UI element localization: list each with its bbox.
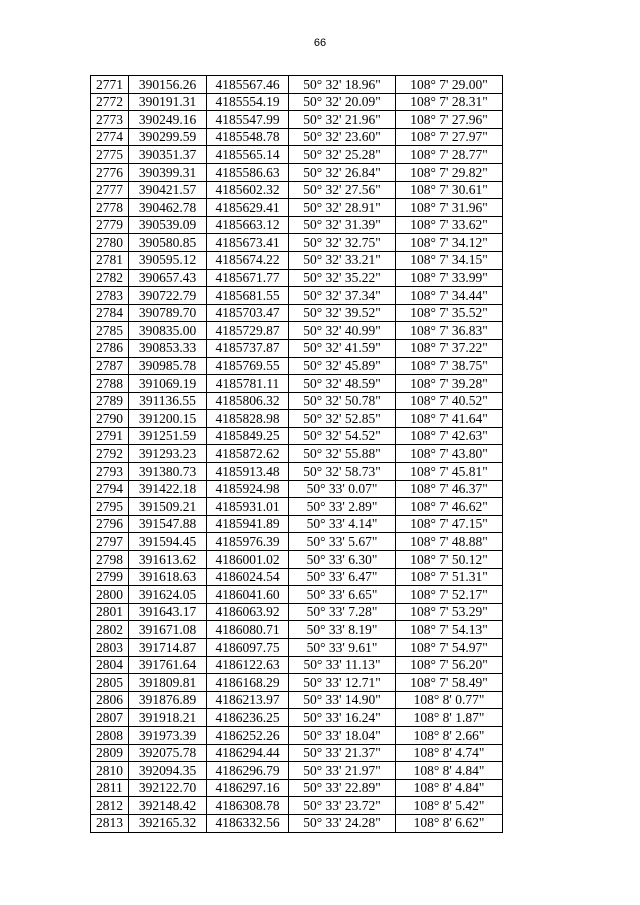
- latitude-cell: 50° 33' 2.89": [289, 498, 396, 516]
- table-row: [91, 568, 503, 586]
- latitude-cell: 50° 32' 40.99": [289, 322, 396, 340]
- longitude-cell: 108° 7' 28.77": [396, 146, 503, 164]
- latitude-cell: 50° 32' 21.96": [289, 111, 396, 129]
- longitude-cell: 108° 7' 34.12": [396, 234, 503, 252]
- x-coordinate-cell: 391594.45: [129, 533, 207, 551]
- y-coordinate-cell: 4186297.16: [207, 779, 289, 797]
- x-coordinate-cell: 390249.16: [129, 111, 207, 129]
- latitude-cell: 50° 33' 7.28": [289, 603, 396, 621]
- latitude-cell: 50° 32' 54.52": [289, 427, 396, 445]
- latitude-cell: 50° 33' 6.47": [289, 568, 396, 586]
- x-coordinate-cell: 390191.31: [129, 93, 207, 111]
- longitude-cell: 108° 7' 27.96": [396, 111, 503, 129]
- x-coordinate-cell: 391624.05: [129, 586, 207, 604]
- y-coordinate-cell: 4185872.62: [207, 445, 289, 463]
- x-coordinate-cell: 390399.31: [129, 163, 207, 181]
- y-coordinate-cell: 4185769.55: [207, 357, 289, 375]
- x-coordinate-cell: 391380.73: [129, 463, 207, 481]
- table-row: [91, 339, 503, 357]
- latitude-cell: 50° 32' 41.59": [289, 339, 396, 357]
- y-coordinate-cell: 4185729.87: [207, 322, 289, 340]
- point-number-cell: 2811: [91, 779, 129, 797]
- longitude-cell: 108° 8' 2.66": [396, 726, 503, 744]
- x-coordinate-cell: 390595.12: [129, 251, 207, 269]
- longitude-cell: 108° 7' 48.88": [396, 533, 503, 551]
- y-coordinate-cell: 4185681.55: [207, 287, 289, 305]
- point-number-cell: 2779: [91, 216, 129, 234]
- x-coordinate-cell: 390421.57: [129, 181, 207, 199]
- table-row: [91, 199, 503, 217]
- y-coordinate-cell: 4185586.63: [207, 163, 289, 181]
- point-number-cell: 2808: [91, 726, 129, 744]
- x-coordinate-cell: 391876.89: [129, 691, 207, 709]
- table-row: [91, 726, 503, 744]
- y-coordinate-cell: 4185674.22: [207, 251, 289, 269]
- y-coordinate-cell: 4185554.19: [207, 93, 289, 111]
- table-row: [91, 427, 503, 445]
- point-number-cell: 2795: [91, 498, 129, 516]
- table-row: [91, 76, 503, 94]
- x-coordinate-cell: 391509.21: [129, 498, 207, 516]
- table-row: [91, 779, 503, 797]
- latitude-cell: 50° 33' 12.71": [289, 674, 396, 692]
- point-number-cell: 2813: [91, 814, 129, 832]
- longitude-cell: 108° 7' 50.12": [396, 551, 503, 569]
- longitude-cell: 108° 7' 33.62": [396, 216, 503, 234]
- y-coordinate-cell: 4185547.99: [207, 111, 289, 129]
- point-number-cell: 2797: [91, 533, 129, 551]
- table-row: [91, 216, 503, 234]
- longitude-cell: 108° 7' 52.17": [396, 586, 503, 604]
- latitude-cell: 50° 32' 26.84": [289, 163, 396, 181]
- table-row: [91, 128, 503, 146]
- y-coordinate-cell: 4186294.44: [207, 744, 289, 762]
- latitude-cell: 50° 32' 35.22": [289, 269, 396, 287]
- x-coordinate-cell: 392165.32: [129, 814, 207, 832]
- point-number-cell: 2805: [91, 674, 129, 692]
- x-coordinate-cell: 391200.15: [129, 410, 207, 428]
- point-number-cell: 2773: [91, 111, 129, 129]
- x-coordinate-cell: 390299.59: [129, 128, 207, 146]
- x-coordinate-cell: 391918.21: [129, 709, 207, 727]
- table-row: [91, 691, 503, 709]
- longitude-cell: 108° 7' 29.00": [396, 76, 503, 94]
- latitude-cell: 50° 32' 37.34": [289, 287, 396, 305]
- longitude-cell: 108° 7' 28.31": [396, 93, 503, 111]
- longitude-cell: 108° 8' 6.62": [396, 814, 503, 832]
- longitude-cell: 108° 7' 30.61": [396, 181, 503, 199]
- point-number-cell: 2798: [91, 551, 129, 569]
- latitude-cell: 50° 33' 5.67": [289, 533, 396, 551]
- point-number-cell: 2782: [91, 269, 129, 287]
- y-coordinate-cell: 4185703.47: [207, 304, 289, 322]
- x-coordinate-cell: 390789.70: [129, 304, 207, 322]
- table-row: [91, 621, 503, 639]
- point-number-cell: 2775: [91, 146, 129, 164]
- point-number-cell: 2802: [91, 621, 129, 639]
- y-coordinate-cell: 4185976.39: [207, 533, 289, 551]
- table-row: [91, 463, 503, 481]
- y-coordinate-cell: 4186168.29: [207, 674, 289, 692]
- longitude-cell: 108° 7' 40.52": [396, 392, 503, 410]
- longitude-cell: 108° 7' 54.13": [396, 621, 503, 639]
- table-row: [91, 146, 503, 164]
- point-number-cell: 2792: [91, 445, 129, 463]
- y-coordinate-cell: 4185806.32: [207, 392, 289, 410]
- longitude-cell: 108° 7' 46.37": [396, 480, 503, 498]
- point-number-cell: 2790: [91, 410, 129, 428]
- table-row: [91, 111, 503, 129]
- longitude-cell: 108° 8' 4.74": [396, 744, 503, 762]
- point-number-cell: 2810: [91, 762, 129, 780]
- longitude-cell: 108° 7' 29.82": [396, 163, 503, 181]
- x-coordinate-cell: 391618.63: [129, 568, 207, 586]
- y-coordinate-cell: 4185673.41: [207, 234, 289, 252]
- y-coordinate-cell: 4185828.98: [207, 410, 289, 428]
- point-number-cell: 2812: [91, 797, 129, 815]
- latitude-cell: 50° 33' 16.24": [289, 709, 396, 727]
- longitude-cell: 108° 7' 51.31": [396, 568, 503, 586]
- table-row: [91, 93, 503, 111]
- x-coordinate-cell: 390539.09: [129, 216, 207, 234]
- latitude-cell: 50° 32' 39.52": [289, 304, 396, 322]
- table-row: [91, 251, 503, 269]
- latitude-cell: 50° 32' 23.60": [289, 128, 396, 146]
- table-row: [91, 603, 503, 621]
- y-coordinate-cell: 4185849.25: [207, 427, 289, 445]
- y-coordinate-cell: 4186122.63: [207, 656, 289, 674]
- latitude-cell: 50° 32' 58.73": [289, 463, 396, 481]
- point-number-cell: 2803: [91, 639, 129, 657]
- latitude-cell: 50° 32' 50.78": [289, 392, 396, 410]
- latitude-cell: 50° 33' 14.90": [289, 691, 396, 709]
- longitude-cell: 108° 7' 33.99": [396, 269, 503, 287]
- latitude-cell: 50° 32' 52.85": [289, 410, 396, 428]
- y-coordinate-cell: 4186024.54: [207, 568, 289, 586]
- latitude-cell: 50° 32' 25.28": [289, 146, 396, 164]
- latitude-cell: 50° 33' 21.97": [289, 762, 396, 780]
- latitude-cell: 50° 33' 8.19": [289, 621, 396, 639]
- table-row: [91, 515, 503, 533]
- y-coordinate-cell: 4186080.71: [207, 621, 289, 639]
- y-coordinate-cell: 4186236.25: [207, 709, 289, 727]
- y-coordinate-cell: 4186296.79: [207, 762, 289, 780]
- latitude-cell: 50° 33' 9.61": [289, 639, 396, 657]
- point-number-cell: 2781: [91, 251, 129, 269]
- y-coordinate-cell: 4185548.78: [207, 128, 289, 146]
- y-coordinate-cell: 4185737.87: [207, 339, 289, 357]
- point-number-cell: 2784: [91, 304, 129, 322]
- longitude-cell: 108° 7' 54.97": [396, 639, 503, 657]
- longitude-cell: 108° 7' 39.28": [396, 375, 503, 393]
- longitude-cell: 108° 7' 34.15": [396, 251, 503, 269]
- longitude-cell: 108° 7' 35.52": [396, 304, 503, 322]
- y-coordinate-cell: 4186097.75: [207, 639, 289, 657]
- latitude-cell: 50° 32' 45.89": [289, 357, 396, 375]
- longitude-cell: 108° 7' 37.22": [396, 339, 503, 357]
- table-row: [91, 586, 503, 604]
- table-row: [91, 533, 503, 551]
- latitude-cell: 50° 32' 31.39": [289, 216, 396, 234]
- table-row: [91, 163, 503, 181]
- longitude-cell: 108° 8' 4.84": [396, 779, 503, 797]
- point-number-cell: 2771: [91, 76, 129, 94]
- latitude-cell: 50° 32' 55.88": [289, 445, 396, 463]
- x-coordinate-cell: 390657.43: [129, 269, 207, 287]
- coordinates-table: [90, 75, 503, 833]
- point-number-cell: 2804: [91, 656, 129, 674]
- y-coordinate-cell: 4186332.56: [207, 814, 289, 832]
- x-coordinate-cell: 390835.00: [129, 322, 207, 340]
- x-coordinate-cell: 391251.59: [129, 427, 207, 445]
- longitude-cell: 108° 7' 56.20": [396, 656, 503, 674]
- longitude-cell: 108° 7' 43.80": [396, 445, 503, 463]
- y-coordinate-cell: 4185913.48: [207, 463, 289, 481]
- x-coordinate-cell: 391809.81: [129, 674, 207, 692]
- table-row: [91, 181, 503, 199]
- y-coordinate-cell: 4186252.26: [207, 726, 289, 744]
- longitude-cell: 108° 7' 27.97": [396, 128, 503, 146]
- table-row: [91, 814, 503, 832]
- table-row: [91, 674, 503, 692]
- table-row: [91, 498, 503, 516]
- point-number-cell: 2772: [91, 93, 129, 111]
- point-number-cell: 2783: [91, 287, 129, 305]
- x-coordinate-cell: 391761.64: [129, 656, 207, 674]
- point-number-cell: 2800: [91, 586, 129, 604]
- longitude-cell: 108° 7' 47.15": [396, 515, 503, 533]
- y-coordinate-cell: 4185567.46: [207, 76, 289, 94]
- table-row: [91, 322, 503, 340]
- latitude-cell: 50° 33' 23.72": [289, 797, 396, 815]
- point-number-cell: 2796: [91, 515, 129, 533]
- x-coordinate-cell: 391643.17: [129, 603, 207, 621]
- table-row: [91, 357, 503, 375]
- latitude-cell: 50° 33' 18.04": [289, 726, 396, 744]
- x-coordinate-cell: 391293.23: [129, 445, 207, 463]
- longitude-cell: 108° 7' 45.81": [396, 463, 503, 481]
- x-coordinate-cell: 391973.39: [129, 726, 207, 744]
- latitude-cell: 50° 32' 33.21": [289, 251, 396, 269]
- y-coordinate-cell: 4185941.89: [207, 515, 289, 533]
- x-coordinate-cell: 391714.87: [129, 639, 207, 657]
- x-coordinate-cell: 392094.35: [129, 762, 207, 780]
- table-row: [91, 234, 503, 252]
- longitude-cell: 108° 7' 41.64": [396, 410, 503, 428]
- latitude-cell: 50° 32' 48.59": [289, 375, 396, 393]
- y-coordinate-cell: 4185602.32: [207, 181, 289, 199]
- latitude-cell: 50° 33' 22.89": [289, 779, 396, 797]
- table-row: [91, 445, 503, 463]
- table-row: [91, 375, 503, 393]
- x-coordinate-cell: 390156.26: [129, 76, 207, 94]
- latitude-cell: 50° 33' 6.65": [289, 586, 396, 604]
- latitude-cell: 50° 33' 11.13": [289, 656, 396, 674]
- point-number-cell: 2806: [91, 691, 129, 709]
- point-number-cell: 2787: [91, 357, 129, 375]
- latitude-cell: 50° 33' 21.37": [289, 744, 396, 762]
- latitude-cell: 50° 32' 32.75": [289, 234, 396, 252]
- x-coordinate-cell: 391547.88: [129, 515, 207, 533]
- longitude-cell: 108° 7' 46.62": [396, 498, 503, 516]
- latitude-cell: 50° 32' 27.56": [289, 181, 396, 199]
- point-number-cell: 2785: [91, 322, 129, 340]
- x-coordinate-cell: 390580.85: [129, 234, 207, 252]
- point-number-cell: 2774: [91, 128, 129, 146]
- longitude-cell: 108° 7' 42.63": [396, 427, 503, 445]
- latitude-cell: 50° 32' 20.09": [289, 93, 396, 111]
- point-number-cell: 2778: [91, 199, 129, 217]
- table-row: [91, 392, 503, 410]
- x-coordinate-cell: 390462.78: [129, 199, 207, 217]
- point-number-cell: 2788: [91, 375, 129, 393]
- x-coordinate-cell: 390985.78: [129, 357, 207, 375]
- table-row: [91, 410, 503, 428]
- table-row: [91, 480, 503, 498]
- point-number-cell: 2780: [91, 234, 129, 252]
- point-number-cell: 2807: [91, 709, 129, 727]
- y-coordinate-cell: 4186001.02: [207, 551, 289, 569]
- table-row: [91, 304, 503, 322]
- y-coordinate-cell: 4186063.92: [207, 603, 289, 621]
- y-coordinate-cell: 4185931.01: [207, 498, 289, 516]
- longitude-cell: 108° 7' 31.96": [396, 199, 503, 217]
- y-coordinate-cell: 4185924.98: [207, 480, 289, 498]
- point-number-cell: 2789: [91, 392, 129, 410]
- latitude-cell: 50° 33' 6.30": [289, 551, 396, 569]
- point-number-cell: 2791: [91, 427, 129, 445]
- longitude-cell: 108° 8' 4.84": [396, 762, 503, 780]
- table-row: [91, 744, 503, 762]
- table-row: [91, 656, 503, 674]
- x-coordinate-cell: 391136.55: [129, 392, 207, 410]
- x-coordinate-cell: 391671.08: [129, 621, 207, 639]
- x-coordinate-cell: 392122.70: [129, 779, 207, 797]
- y-coordinate-cell: 4185565.14: [207, 146, 289, 164]
- latitude-cell: 50° 33' 24.28": [289, 814, 396, 832]
- x-coordinate-cell: 391613.62: [129, 551, 207, 569]
- longitude-cell: 108° 8' 0.77": [396, 691, 503, 709]
- page-number: 66: [313, 37, 327, 49]
- y-coordinate-cell: 4186308.78: [207, 797, 289, 815]
- x-coordinate-cell: 391069.19: [129, 375, 207, 393]
- y-coordinate-cell: 4185663.12: [207, 216, 289, 234]
- point-number-cell: 2786: [91, 339, 129, 357]
- y-coordinate-cell: 4185671.77: [207, 269, 289, 287]
- point-number-cell: 2809: [91, 744, 129, 762]
- x-coordinate-cell: 390722.79: [129, 287, 207, 305]
- point-number-cell: 2776: [91, 163, 129, 181]
- x-coordinate-cell: 391422.18: [129, 480, 207, 498]
- latitude-cell: 50° 33' 4.14": [289, 515, 396, 533]
- table-row: [91, 762, 503, 780]
- point-number-cell: 2793: [91, 463, 129, 481]
- longitude-cell: 108° 8' 5.42": [396, 797, 503, 815]
- y-coordinate-cell: 4186041.60: [207, 586, 289, 604]
- point-number-cell: 2777: [91, 181, 129, 199]
- latitude-cell: 50° 32' 28.91": [289, 199, 396, 217]
- x-coordinate-cell: 392148.42: [129, 797, 207, 815]
- table-row: [91, 269, 503, 287]
- latitude-cell: 50° 32' 18.96": [289, 76, 396, 94]
- longitude-cell: 108° 7' 36.83": [396, 322, 503, 340]
- table-row: [91, 287, 503, 305]
- point-number-cell: 2794: [91, 480, 129, 498]
- y-coordinate-cell: 4185629.41: [207, 199, 289, 217]
- x-coordinate-cell: 392075.78: [129, 744, 207, 762]
- x-coordinate-cell: 390853.33: [129, 339, 207, 357]
- coordinates-table-body: [91, 76, 503, 833]
- point-number-cell: 2799: [91, 568, 129, 586]
- x-coordinate-cell: 390351.37: [129, 146, 207, 164]
- longitude-cell: 108° 7' 34.44": [396, 287, 503, 305]
- longitude-cell: 108° 7' 53.29": [396, 603, 503, 621]
- table-row: [91, 797, 503, 815]
- y-coordinate-cell: 4186213.97: [207, 691, 289, 709]
- latitude-cell: 50° 33' 0.07": [289, 480, 396, 498]
- table-row: [91, 639, 503, 657]
- longitude-cell: 108° 7' 38.75": [396, 357, 503, 375]
- point-number-cell: 2801: [91, 603, 129, 621]
- table-row: [91, 709, 503, 727]
- longitude-cell: 108° 8' 1.87": [396, 709, 503, 727]
- table-row: [91, 551, 503, 569]
- longitude-cell: 108° 7' 58.49": [396, 674, 503, 692]
- y-coordinate-cell: 4185781.11: [207, 375, 289, 393]
